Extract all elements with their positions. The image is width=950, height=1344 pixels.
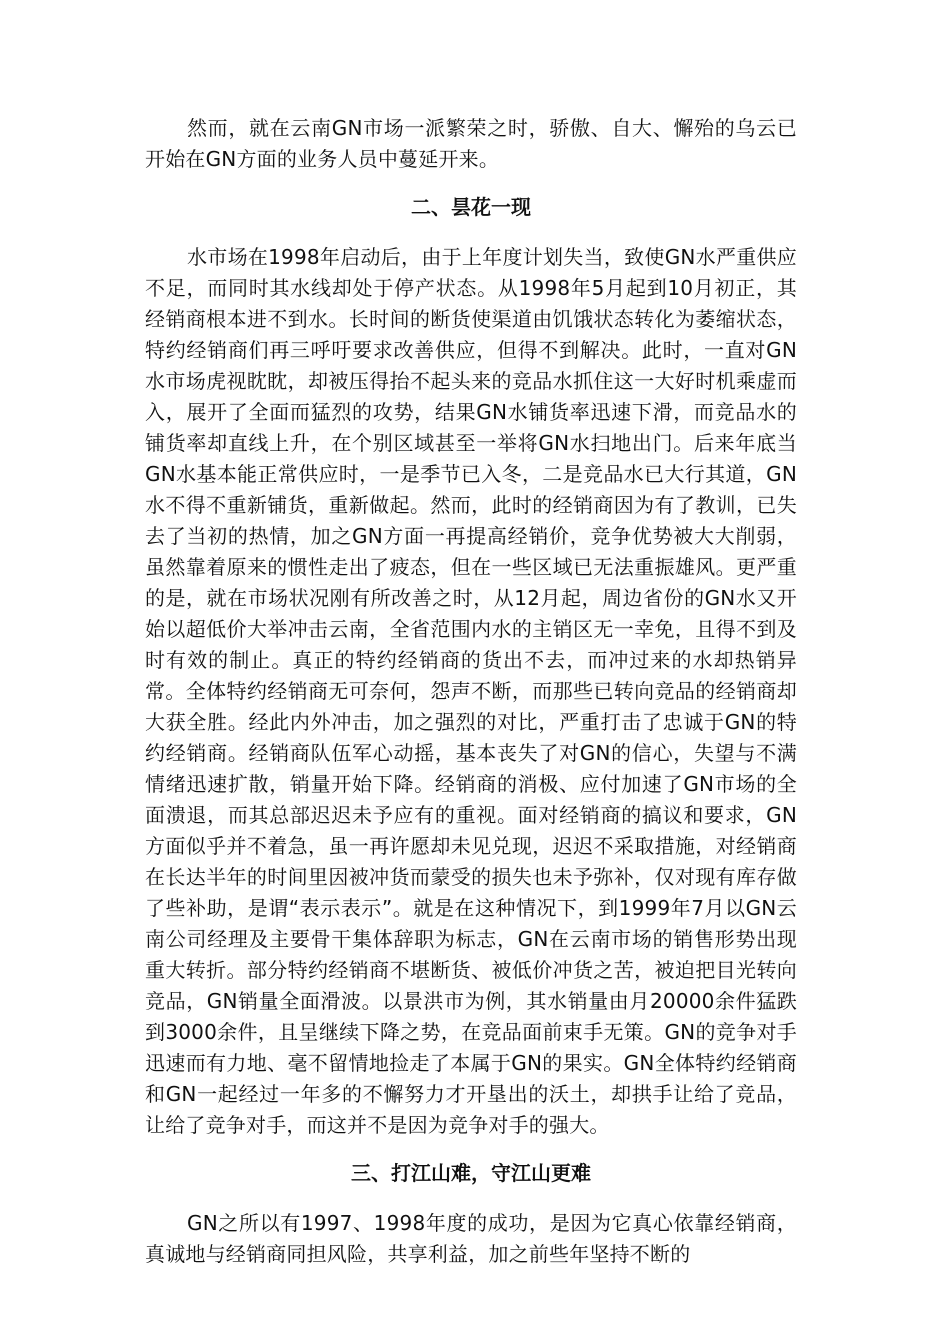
spacer (145, 1141, 797, 1158)
spacer (145, 223, 797, 242)
spacer (145, 1189, 797, 1208)
section-heading-2: 二、昙花一现 (411, 195, 531, 219)
paragraph-section-3: GN之所以有1997、1998年度的成功，是因为它真心依靠经销商，真诚地与经销商同担风险，共享利益，加之前些年坚持不断的 (145, 1211, 797, 1266)
paragraph-section-2: 水市场在1998年启动后，由于上年度计划失当，致使GN水严重供应不足，而同时其水线却处于停产状态。从1998年5月起到10月初正，其经销商根本进不到水。长时间的断货使渠道由饥饿状态转化为萎缩状态，特约经销商们再三呼吁要求改善供应，但得不到解决。此时，一直对GN水市场虎视眈眈，却被压得抬不起头来的竞品水抓住这一大好时机乘虚而入，展开了全面而猛烈的攻势，结果GN水铺货率迅速下滑，而竞品水的铺货率却直线上升，在个别区域甚至一举将GN水扫地出门。后来年底当GN水基本能正常供应时，一是季节已入冬，二是竞品水已大行其道，GN水不得不重新铺货，重新做起。然而，此时的经销商因为有了教训，已失去了当初的热情，加之GN方面一再提高经销价，竞争优势被大大削弱，虽然靠着原来的惯性走出了疲态，但在一些区域已无法重振雄风。更严重的是，就在市场状况刚有所改善之时，从12月起，周边省份的GN水又开始以超低价大举冲击云南，全省范围内水的主销区无一幸免，且得不到及时有效的制止。真正的特约经销商的货出不去，而冲过来的水却热销异常。全体特约经销商无可奈何，怨声不断，而那些已转向竞品的经销商却大获全胜。经此内外冲击，加之强烈的对比，严重打击了忠诚于GN的特约经销商。经销商队伍军心动摇，基本丧失了对GN的信心，失望与不满情绪迅速扩散，销量开始下降。经销商的消极、应付加速了GN市场的全面溃退，而其总部迟迟未予应有的重视。面对经销商的搞议和要求，GN方面似乎并不着急，虽一再许愿却未见兑现，迟迟不采取措施，对经销商在长达半年的时间里因被冲货而蒙受的损失也未予弥补，仅对现有库存做了些补助，是谓“表示表示”。就是在这种情况下，到1999年7月以GN云南公司经理及主要骨干集体辞职为标志，GN在云南市场的销售形势出现重大转折。部分特约经销商不堪断货、被低价冲货之苦，被迫把目光转向竞品，GN销量全面滑波。以景洪市为例，其水销量由月20000余件猛跌到3000余件，且呈继续下降之势，在竞品面前束手无策。GN的竞争对手迅速而有力地、毫不留情地捡走了本属于GN的果实。GN全体特约经销商和GN一起经过一年多的不懈努力才开垦出的沃土，却拱手让给了竞品，让给了竞争对手，而这并不是因为竞争对手的强大。 (145, 245, 797, 1137)
spacer (145, 175, 797, 192)
paragraph-intro: 然而，就在云南GN市场一派繁荣之时，骄傲、自大、懈殆的乌云已开始在GN方面的业务人员中蔓延开来。 (145, 116, 797, 171)
section-heading-3: 三、打江山难，守江山更难 (351, 1161, 591, 1185)
document-page (145, 113, 797, 1270)
